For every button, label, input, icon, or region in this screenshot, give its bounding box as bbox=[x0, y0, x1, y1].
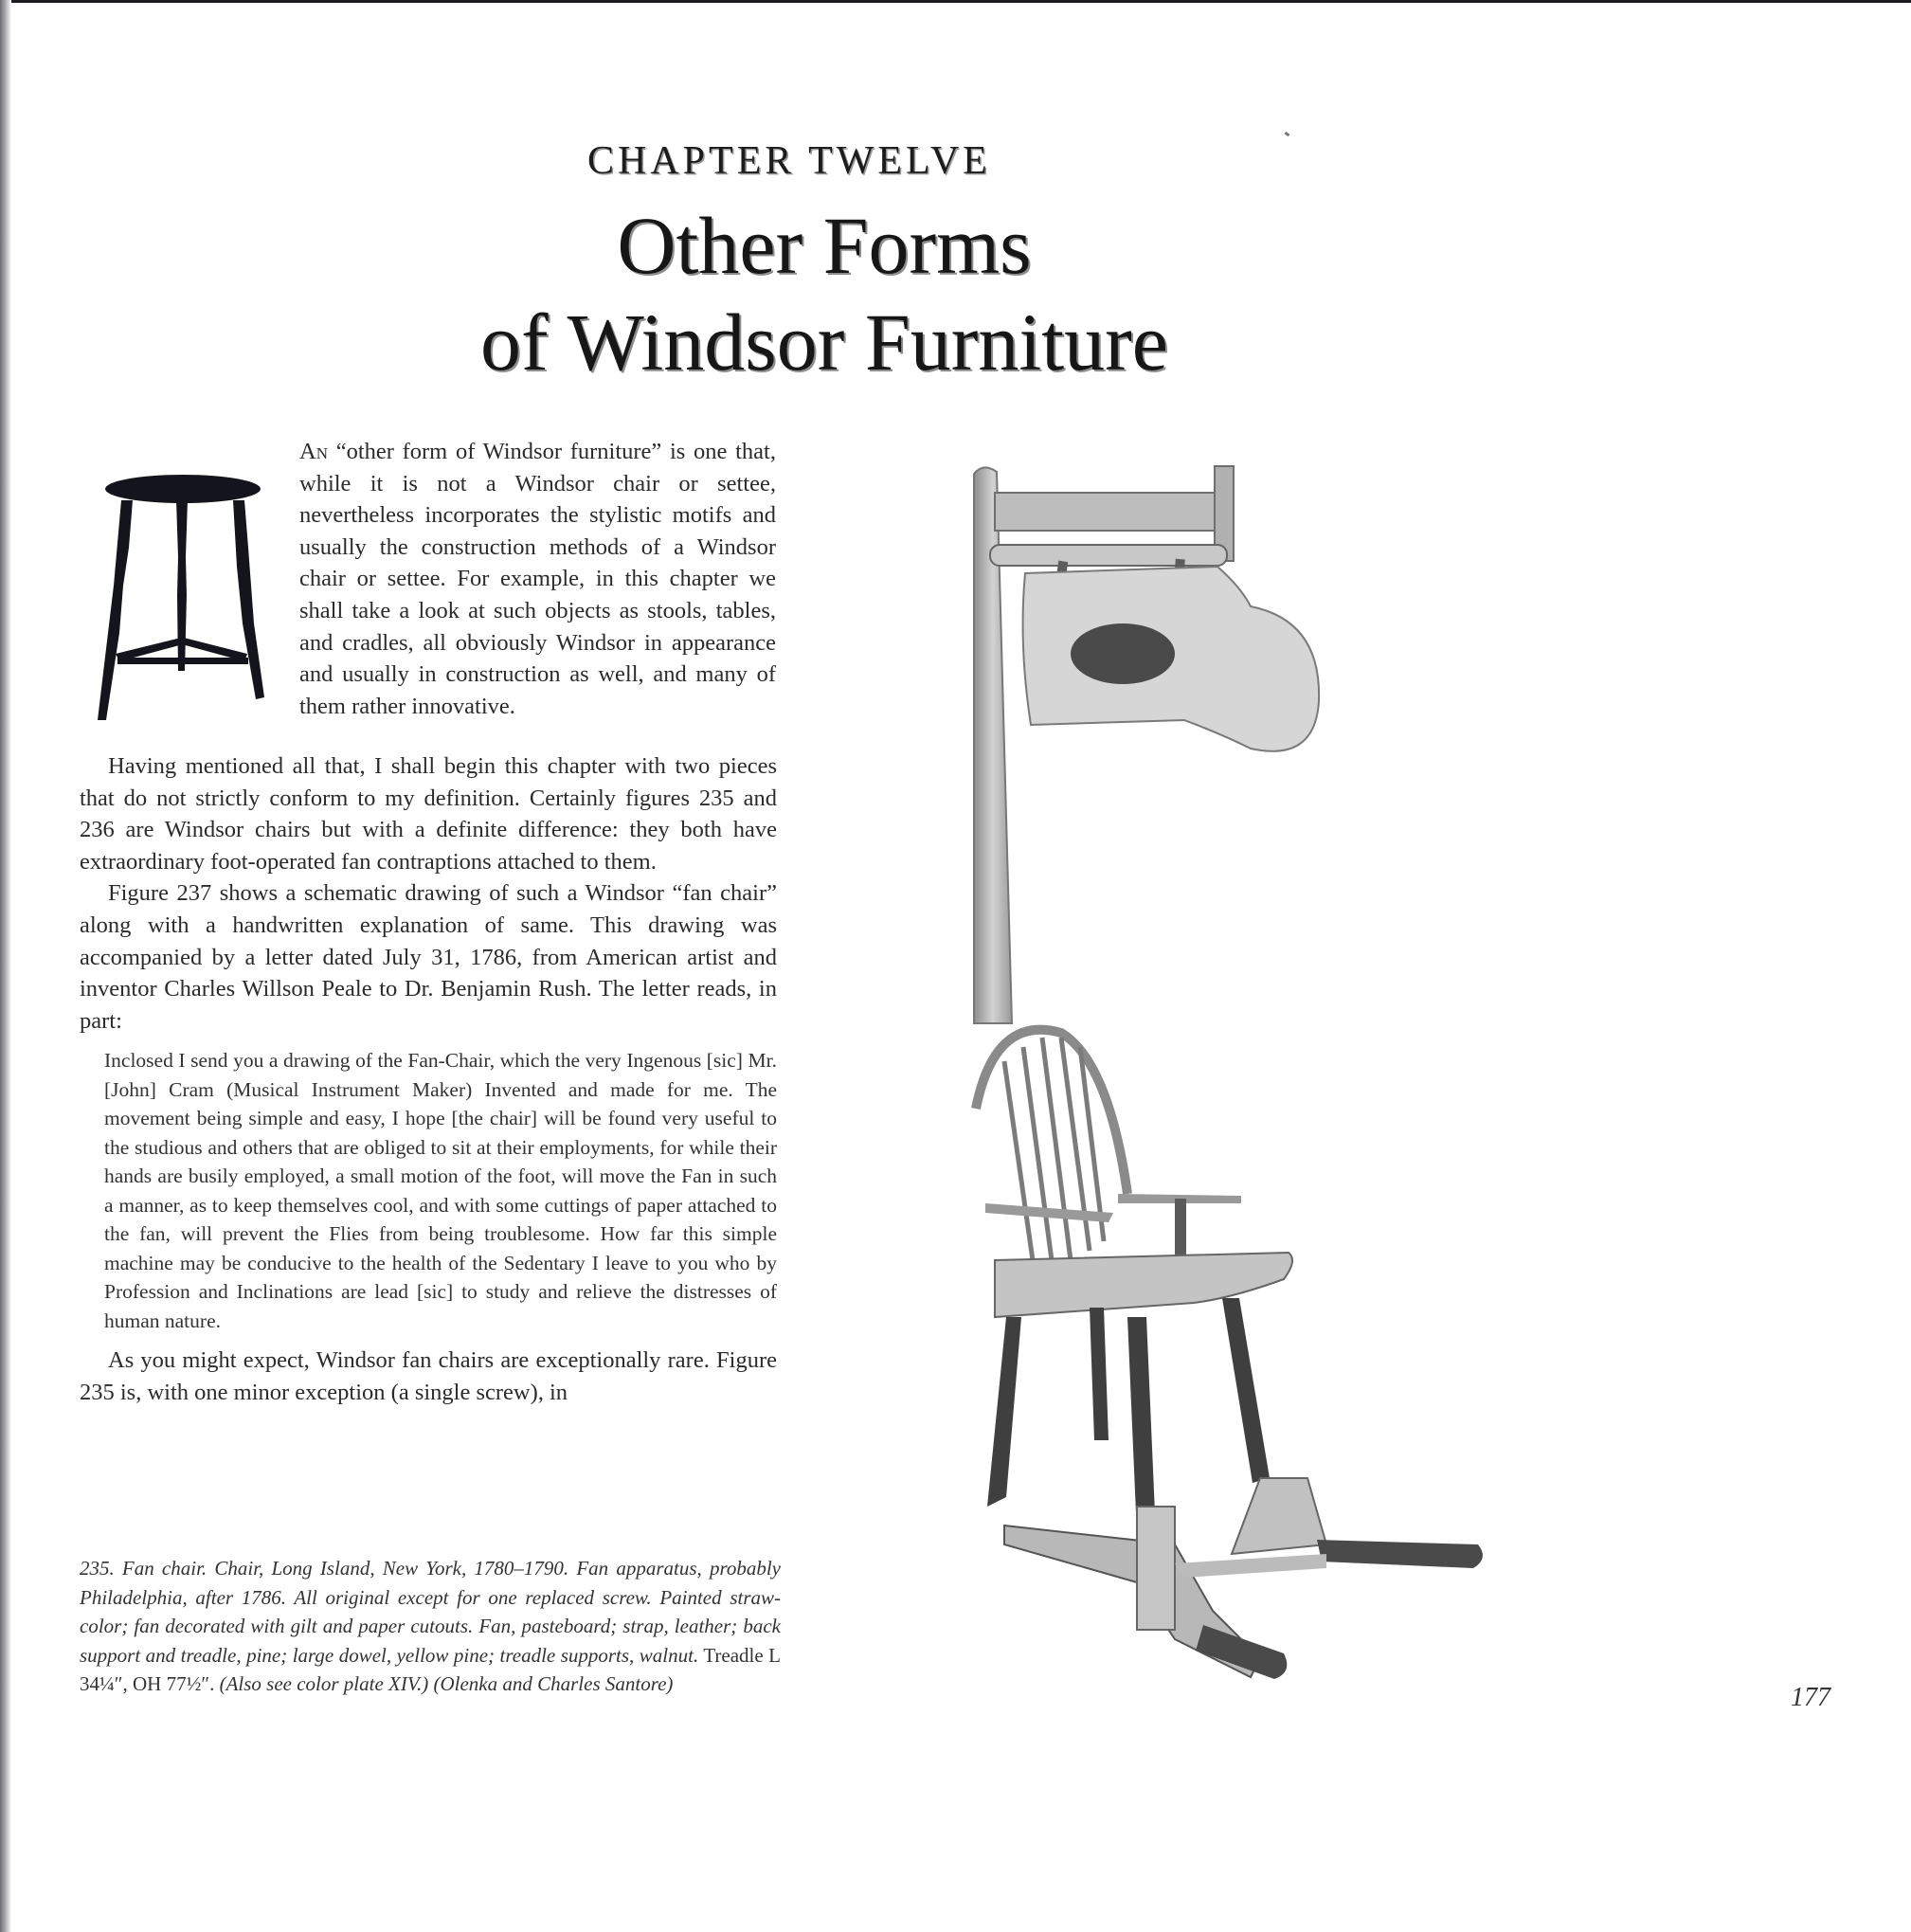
opening-smallcaps: An bbox=[299, 439, 328, 464]
paragraph-3: Figure 237 shows a schematic drawing of such a Windsor “fan chair” along with a handwritten explanation of same. This drawing was accompanied by a letter dated July 31, 1786, from American artist and inventor Charles Willson Peale to Dr. Benjamin Rush. The letter reads, in part: bbox=[80, 880, 777, 1034]
caption-dimensions: Treadle L 34¼″, OH 77½″. bbox=[80, 1643, 781, 1695]
chapter-title-line-2: of Windsor Furniture bbox=[480, 297, 1168, 388]
figure-235-caption bbox=[80, 1554, 781, 1699]
page-top-edge bbox=[0, 0, 1911, 3]
book-spine-shadow bbox=[0, 0, 11, 1932]
opening-paragraph bbox=[299, 436, 776, 722]
page-number: 177 bbox=[1791, 1683, 1830, 1712]
chapter-label: CHAPTER TWELVE bbox=[587, 139, 991, 183]
paragraph-2: Having mentioned all that, I shall begin this chapter with two pieces that do not strictly conform to my definition. Certainly figures 235 and 236 are Windsor chairs but with a definite difference: they both have extraordinary foot-operated fan contraptions attached to them. bbox=[80, 753, 777, 875]
caption-credit: (Also see color plate XIV.) (Olenka and Charles Santore) bbox=[214, 1672, 674, 1695]
chapter-title-line-1: Other Forms bbox=[617, 200, 1032, 291]
chapter-title bbox=[407, 197, 1241, 390]
stool-illustration bbox=[91, 472, 271, 728]
scan-speck bbox=[1285, 132, 1290, 136]
fan-chair-photo bbox=[947, 455, 1487, 1715]
opening-paragraph-text: “other form of Windsor furniture” is one that, while it is not a Windsor chair or settee, nevertheless incorporates the stylistic motifs and usually the construction methods of a Windsor chair or settee. For example, in this chapter we shall take a look at such objects as stools, tables, and cradles, all obviously Windsor in appearance and usually in construction as well, and many of them rather innovative. bbox=[299, 439, 776, 719]
caption-text: 235. Fan chair. Chair, Long Island, New York, 1780–1790. Fan apparatus, probably Philadelphia, after 1786. All original except for one replaced screw. Painted straw-color; fan decorated with gilt and paper cutouts. Fan, pasteboard; strap, leather; back support and treadle, pine; large dowel, yellow pine; treadle supports, walnut. bbox=[80, 1557, 781, 1667]
body-column bbox=[80, 750, 777, 1409]
paragraph-4: As you might expect, Windsor fan chairs are exceptionally rare. Figure 235 is, with one minor exception (a single screw), in bbox=[80, 1347, 777, 1405]
block-quote-peale-letter: Inclosed I send you a drawing of the Fan-Chair, which the very Ingenous [sic] Mr. [John] Cram (Musical Instrument Maker) Invented and made for me. The movement being simple and easy, I hope [the chair] will be found very useful to the studious and others that are obliged to sit at their employments, for while their hands are busily employed, a small motion of the foot, will move the Fan in such a manner, as to keep themselves cool, and with some cuttings of paper attached to the fan, will prevent the Flies from being troublesome. How far this simple machine may be conducive to the health of the Sedentary I leave to you who by Profession and Inclinations are lead [sic] to study and relieve the distresses of human nature. bbox=[104, 1049, 777, 1332]
